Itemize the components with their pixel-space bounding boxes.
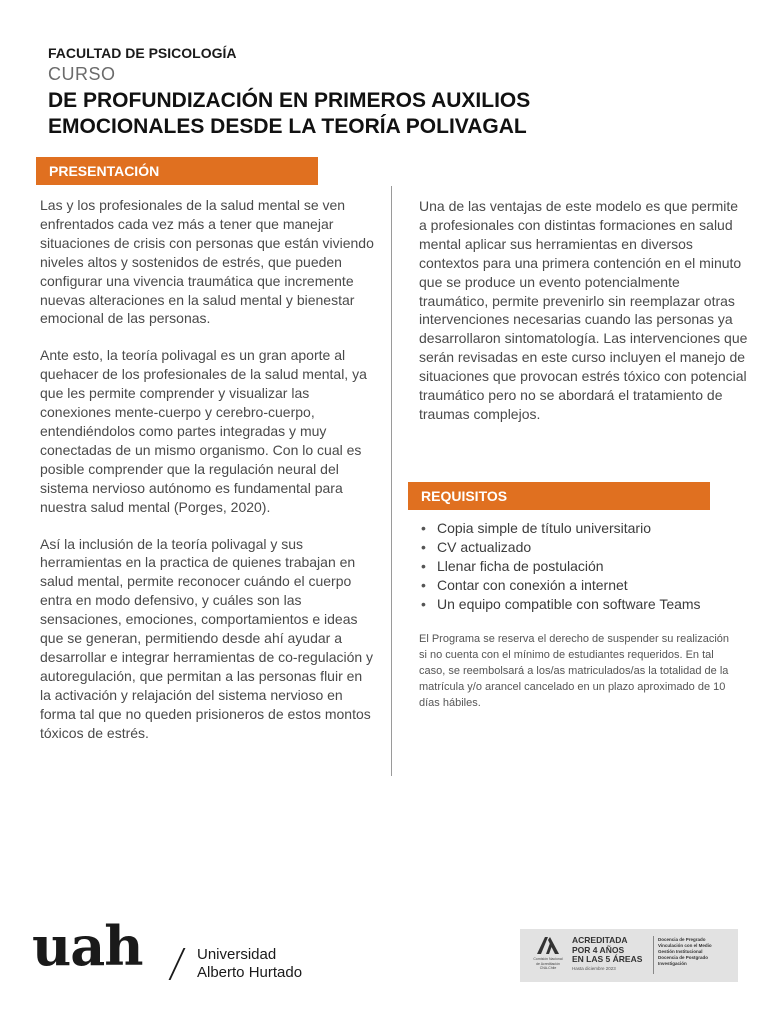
- uah-wordmark: uah: [32, 914, 143, 978]
- requirement-item: • Contar con conexión a internet: [419, 576, 764, 595]
- requirement-item: • Un equipo compatible con software Teams: [419, 595, 764, 614]
- cna-line-1: Comisión Nacional: [533, 957, 563, 961]
- accreditation-area: Docencia de Postgrado: [658, 955, 709, 960]
- requirement-item: • CV actualizado: [419, 538, 764, 557]
- presentation-paragraph-3: Así la inclusión de la teoría polivagal y sus herramientas en la practica de quienes trabajan en salud mental, permite reconocer cuándo el cuerpo entra en modo defensivo, y cuáles son las sensaciones, emociones, comportamientos e ideas que se generan, permitiendo desde ahí ayudar a desarrollar e integrar herramientas de co-regulación y autoregulación, que permitan a las personas fluir en la activación y relajación del sistema nervioso en forma tal que no queden prisioneros de estos montos tóxicos de estrés.: [40, 535, 374, 741]
- accreditation-area: Gestión Institucional: [658, 949, 703, 954]
- accreditation-area: Vinculación con el Medio: [658, 943, 712, 948]
- course-type: CURSO: [48, 64, 116, 84]
- accredited-years: POR 4 AÑOS: [572, 944, 625, 955]
- accredited-areas: EN LAS 5 ÁREAS: [572, 954, 643, 964]
- accredited-until: Hasta diciembre 2023: [572, 965, 616, 971]
- cna-logo-icon: [535, 935, 561, 955]
- presentation-paragraph-2: Ante esto, la teoría polivagal es un gran aporte al quehacer de los profesionales de la salud mental, ya que les permite comprender y visualizar las conexiones mente-cuerpo y cerebro-cuerpo, entendiéndolos como partes integradas y muy conectadas de un mismo organismo. Con lo cual es posible comprender que la regulación neural del sistema nervioso autónomo es fundamental para nuestra salud mental (Porges, 2020).: [40, 347, 367, 515]
- university-name: [197, 946, 302, 982]
- course-title: [48, 88, 728, 140]
- presentation-left-column: [40, 196, 376, 760]
- course-title-line-2: EMOCIONALES DESDE LA TEORÍA POLIVAGAL: [48, 115, 527, 138]
- cna-mark: [526, 935, 570, 971]
- requirements-list: [419, 519, 764, 614]
- accreditation-area-list: [658, 937, 736, 967]
- presentation-right-column: [419, 197, 749, 442]
- requirements-heading: REQUISITOS: [408, 482, 710, 510]
- accreditation-area: Investigación: [658, 961, 687, 966]
- accreditation-status: [572, 936, 652, 971]
- faculty-name: FACULTAD DE PSICOLOGÍA: [48, 45, 237, 61]
- logo-slash-icon: [169, 948, 186, 980]
- column-divider: [391, 186, 392, 776]
- university-name-line-2: Alberto Hurtado: [197, 964, 303, 981]
- suspension-note: El Programa se reserva el derecho de suspender su realización si no cuenta con el mínimo de estudiantes requeridos. En tal caso, se reembolsará a los/as matriculados/as la totalidad de la matrícula y/o arancel cancelado en un plazo aproximado de 10 días hábiles.: [419, 633, 729, 709]
- university-name-line-1: Universidad: [197, 946, 277, 963]
- cna-line-3: CNA-Chile: [539, 966, 557, 970]
- accreditation-area: Docencia de Pregrado: [658, 937, 706, 942]
- document-header: [48, 44, 728, 140]
- presentation-heading: PRESENTACIÓN: [36, 157, 318, 185]
- presentation-paragraph-4: Una de las ventajas de este modelo es que permite a profesionales con distintas formaciones en salud mental aplicar sus herramientas en diversos contextos para una primera contención en el minuto que se produce un evento potencialmente traumático, permite prevenirlo sin reemplazar otras intervenciones necesarias cuando las personas ya desarrollaron sintomatología. Las intervenciones que serán revisadas en este curso incluyen el manejo de situaciones que provocan estrés tóxico con potencial traumático pero no se abordará el tratamiento de traumas complejos.: [419, 198, 748, 422]
- cna-name: [526, 957, 570, 971]
- accreditation-divider: [653, 936, 654, 974]
- university-logo: [32, 914, 332, 986]
- course-title-line-1: DE PROFUNDIZACIÓN EN PRIMEROS AUXILIOS: [48, 89, 531, 112]
- accredited-label: ACREDITADA: [572, 935, 628, 945]
- presentation-paragraph-1: Las y los profesionales de la salud mental se ven enfrentados cada vez más a tener que manejar situaciones de crisis con personas que están viviendo niveles altos y sostenidos de estrés, que pueden configurar una vivencia traumática que incremente nuevas alteraciones en la salud mental y bienestar emocional de las personas.: [40, 197, 374, 327]
- cna-line-2: de Acreditación: [536, 961, 560, 966]
- accreditation-badge: [520, 929, 738, 982]
- requirement-item: • Copia simple de título universitario: [419, 519, 764, 538]
- requirement-item: • Llenar ficha de postulación: [419, 557, 764, 576]
